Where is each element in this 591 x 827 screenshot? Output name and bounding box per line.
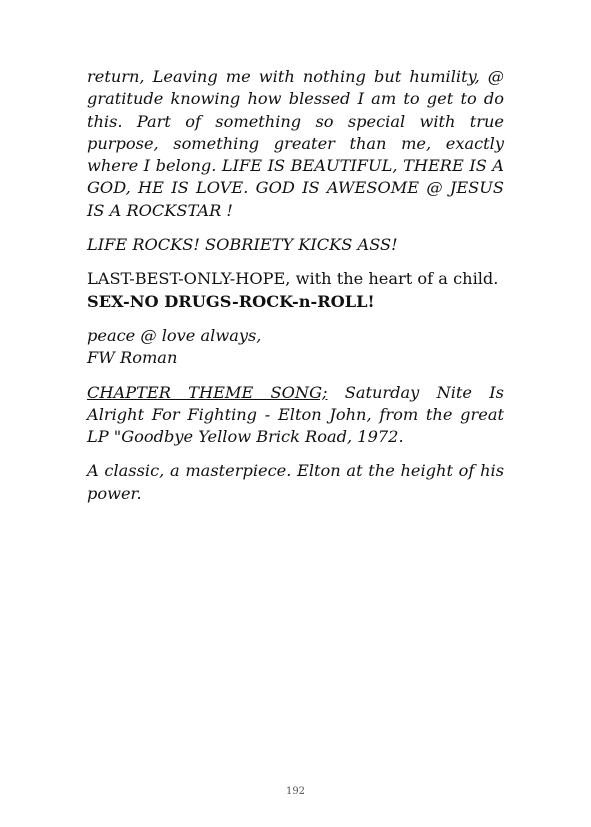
chapter-theme-song-label: CHAPTER THEME SONG; — [87, 382, 328, 402]
page-number: 192 — [285, 786, 306, 797]
paragraph-blessed: return, Leaving me with nothing but humility, @ gratitude knowing how blessed I am to get to do this. Part of something so special with true purpose, something greater than me, exactly where I belong. LIFE IS BEAUTIFUL, THERE IS A GOD, HE IS LOVE. GOD IS AWESOME @ JESUS IS A ROCKSTAR ! — [87, 67, 504, 220]
sex-no-drugs-line: SEX-NO DRUGS-ROCK-n-ROLL! — [87, 291, 375, 311]
chapter-theme-song — [87, 382, 504, 449]
paragraph-life-rocks: LIFE ROCKS! SOBRIETY KICKS ASS! — [87, 235, 398, 255]
signature-block — [87, 325, 504, 370]
chapter-theme-song-text: Saturday Nite Is Alright For Fighting - Elton John, from the great LP "Goodbye Yellow Brick Road, 1972. — [87, 382, 504, 447]
signoff-line: peace @ love always, — [87, 325, 262, 345]
paragraph-last-best-only-hope — [87, 268, 504, 313]
hope-line: LAST-BEST-ONLY-HOPE, with the heart of a child. — [87, 269, 499, 289]
page-body — [87, 66, 504, 517]
paragraph-classic: A classic, a masterpiece. Elton at the height of his power. — [87, 461, 504, 503]
author-name: FW Roman — [87, 348, 178, 368]
